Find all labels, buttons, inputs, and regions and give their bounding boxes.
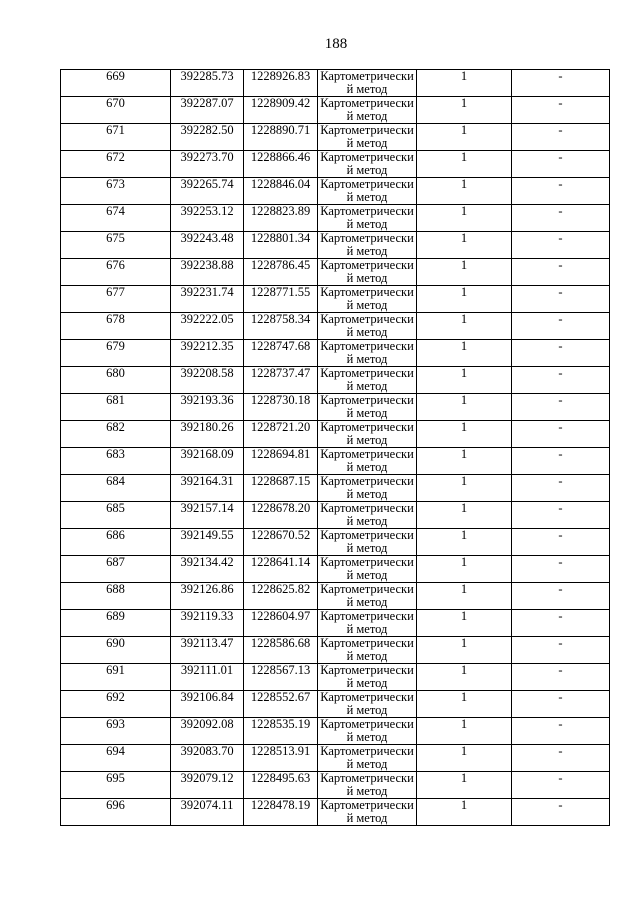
method-cell: Картометрически й метод bbox=[318, 799, 417, 826]
method-cell: Картометрически й метод bbox=[318, 529, 417, 556]
y-coordinate-cell: 1228478.19 bbox=[244, 799, 318, 826]
method-cell: Картометрически й метод bbox=[318, 610, 417, 637]
accuracy-cell: 1 bbox=[417, 124, 512, 151]
accuracy-cell: 1 bbox=[417, 151, 512, 178]
note-cell: - bbox=[512, 124, 610, 151]
accuracy-cell: 1 bbox=[417, 205, 512, 232]
table-row bbox=[61, 772, 610, 799]
y-coordinate-cell: 1228747.68 bbox=[244, 340, 318, 367]
accuracy-cell: 1 bbox=[417, 97, 512, 124]
note-cell: - bbox=[512, 70, 610, 97]
accuracy-cell: 1 bbox=[417, 394, 512, 421]
method-cell: Картометрически й метод bbox=[318, 97, 417, 124]
note-cell: - bbox=[512, 556, 610, 583]
x-coordinate-cell: 392149.55 bbox=[171, 529, 244, 556]
point-number-cell: 670 bbox=[61, 97, 171, 124]
table-row bbox=[61, 178, 610, 205]
table-row bbox=[61, 286, 610, 313]
x-coordinate-cell: 392092.08 bbox=[171, 718, 244, 745]
method-cell: Картометрически й метод bbox=[318, 664, 417, 691]
note-cell: - bbox=[512, 232, 610, 259]
x-coordinate-cell: 392119.33 bbox=[171, 610, 244, 637]
method-cell: Картометрически й метод bbox=[318, 556, 417, 583]
y-coordinate-cell: 1228535.19 bbox=[244, 718, 318, 745]
accuracy-cell: 1 bbox=[417, 259, 512, 286]
x-coordinate-cell: 392212.35 bbox=[171, 340, 244, 367]
y-coordinate-cell: 1228604.97 bbox=[244, 610, 318, 637]
y-coordinate-cell: 1228890.71 bbox=[244, 124, 318, 151]
table-row bbox=[61, 691, 610, 718]
note-cell: - bbox=[512, 97, 610, 124]
method-cell: Картометрически й метод bbox=[318, 70, 417, 97]
note-cell: - bbox=[512, 340, 610, 367]
x-coordinate-cell: 392208.58 bbox=[171, 367, 244, 394]
note-cell: - bbox=[512, 259, 610, 286]
note-cell: - bbox=[512, 421, 610, 448]
y-coordinate-cell: 1228846.04 bbox=[244, 178, 318, 205]
y-coordinate-cell: 1228771.55 bbox=[244, 286, 318, 313]
accuracy-cell: 1 bbox=[417, 340, 512, 367]
x-coordinate-cell: 392253.12 bbox=[171, 205, 244, 232]
y-coordinate-cell: 1228730.18 bbox=[244, 394, 318, 421]
point-number-cell: 692 bbox=[61, 691, 171, 718]
y-coordinate-cell: 1228552.67 bbox=[244, 691, 318, 718]
accuracy-cell: 1 bbox=[417, 232, 512, 259]
point-number-cell: 674 bbox=[61, 205, 171, 232]
point-number-cell: 683 bbox=[61, 448, 171, 475]
x-coordinate-cell: 392222.05 bbox=[171, 313, 244, 340]
accuracy-cell: 1 bbox=[417, 718, 512, 745]
table-row bbox=[61, 70, 610, 97]
table-row bbox=[61, 610, 610, 637]
x-coordinate-cell: 392113.47 bbox=[171, 637, 244, 664]
x-coordinate-cell: 392111.01 bbox=[171, 664, 244, 691]
table-row bbox=[61, 529, 610, 556]
accuracy-cell: 1 bbox=[417, 691, 512, 718]
point-number-cell: 696 bbox=[61, 799, 171, 826]
point-number-cell: 686 bbox=[61, 529, 171, 556]
note-cell: - bbox=[512, 664, 610, 691]
x-coordinate-cell: 392238.88 bbox=[171, 259, 244, 286]
y-coordinate-cell: 1228866.46 bbox=[244, 151, 318, 178]
x-coordinate-cell: 392287.07 bbox=[171, 97, 244, 124]
y-coordinate-cell: 1228758.34 bbox=[244, 313, 318, 340]
method-cell: Картометрически й метод bbox=[318, 367, 417, 394]
table-row bbox=[61, 448, 610, 475]
note-cell: - bbox=[512, 178, 610, 205]
table-row bbox=[61, 556, 610, 583]
x-coordinate-cell: 392180.26 bbox=[171, 421, 244, 448]
table-row bbox=[61, 637, 610, 664]
method-cell: Картометрически й метод bbox=[318, 502, 417, 529]
x-coordinate-cell: 392079.12 bbox=[171, 772, 244, 799]
point-number-cell: 669 bbox=[61, 70, 171, 97]
x-coordinate-cell: 392168.09 bbox=[171, 448, 244, 475]
method-cell: Картометрически й метод bbox=[318, 448, 417, 475]
table-row bbox=[61, 97, 610, 124]
note-cell: - bbox=[512, 205, 610, 232]
method-cell: Картометрически й метод bbox=[318, 232, 417, 259]
point-number-cell: 678 bbox=[61, 313, 171, 340]
table-row bbox=[61, 745, 610, 772]
point-number-cell: 695 bbox=[61, 772, 171, 799]
note-cell: - bbox=[512, 745, 610, 772]
table-row bbox=[61, 421, 610, 448]
table-row bbox=[61, 205, 610, 232]
x-coordinate-cell: 392157.14 bbox=[171, 502, 244, 529]
point-number-cell: 694 bbox=[61, 745, 171, 772]
table-row bbox=[61, 664, 610, 691]
method-cell: Картометрически й метод bbox=[318, 340, 417, 367]
note-cell: - bbox=[512, 529, 610, 556]
x-coordinate-cell: 392164.31 bbox=[171, 475, 244, 502]
y-coordinate-cell: 1228495.63 bbox=[244, 772, 318, 799]
x-coordinate-cell: 392273.70 bbox=[171, 151, 244, 178]
y-coordinate-cell: 1228823.89 bbox=[244, 205, 318, 232]
x-coordinate-cell: 392285.73 bbox=[171, 70, 244, 97]
note-cell: - bbox=[512, 151, 610, 178]
method-cell: Картометрически й метод bbox=[318, 124, 417, 151]
point-number-cell: 684 bbox=[61, 475, 171, 502]
method-cell: Картометрически й метод bbox=[318, 583, 417, 610]
note-cell: - bbox=[512, 799, 610, 826]
note-cell: - bbox=[512, 286, 610, 313]
table-row bbox=[61, 151, 610, 178]
accuracy-cell: 1 bbox=[417, 799, 512, 826]
y-coordinate-cell: 1228687.15 bbox=[244, 475, 318, 502]
accuracy-cell: 1 bbox=[417, 772, 512, 799]
accuracy-cell: 1 bbox=[417, 313, 512, 340]
table-row bbox=[61, 394, 610, 421]
x-coordinate-cell: 392193.36 bbox=[171, 394, 244, 421]
table-row bbox=[61, 799, 610, 826]
point-number-cell: 693 bbox=[61, 718, 171, 745]
accuracy-cell: 1 bbox=[417, 556, 512, 583]
accuracy-cell: 1 bbox=[417, 70, 512, 97]
y-coordinate-cell: 1228625.82 bbox=[244, 583, 318, 610]
point-number-cell: 671 bbox=[61, 124, 171, 151]
x-coordinate-cell: 392134.42 bbox=[171, 556, 244, 583]
method-cell: Картометрически й метод bbox=[318, 205, 417, 232]
method-cell: Картометрически й метод bbox=[318, 178, 417, 205]
y-coordinate-cell: 1228909.42 bbox=[244, 97, 318, 124]
x-coordinate-cell: 392074.11 bbox=[171, 799, 244, 826]
point-number-cell: 689 bbox=[61, 610, 171, 637]
note-cell: - bbox=[512, 610, 610, 637]
table-row bbox=[61, 367, 610, 394]
method-cell: Картометрически й метод bbox=[318, 772, 417, 799]
table-row bbox=[61, 340, 610, 367]
table-row bbox=[61, 718, 610, 745]
point-number-cell: 675 bbox=[61, 232, 171, 259]
y-coordinate-cell: 1228641.14 bbox=[244, 556, 318, 583]
accuracy-cell: 1 bbox=[417, 286, 512, 313]
point-number-cell: 672 bbox=[61, 151, 171, 178]
accuracy-cell: 1 bbox=[417, 637, 512, 664]
point-number-cell: 687 bbox=[61, 556, 171, 583]
method-cell: Картометрически й метод bbox=[318, 313, 417, 340]
point-number-cell: 688 bbox=[61, 583, 171, 610]
accuracy-cell: 1 bbox=[417, 367, 512, 394]
accuracy-cell: 1 bbox=[417, 529, 512, 556]
y-coordinate-cell: 1228670.52 bbox=[244, 529, 318, 556]
method-cell: Картометрически й метод bbox=[318, 394, 417, 421]
table-row bbox=[61, 232, 610, 259]
x-coordinate-cell: 392083.70 bbox=[171, 745, 244, 772]
note-cell: - bbox=[512, 718, 610, 745]
method-cell: Картометрически й метод bbox=[318, 151, 417, 178]
method-cell: Картометрически й метод bbox=[318, 718, 417, 745]
point-number-cell: 680 bbox=[61, 367, 171, 394]
note-cell: - bbox=[512, 691, 610, 718]
table-body bbox=[61, 70, 610, 826]
table-row bbox=[61, 502, 610, 529]
note-cell: - bbox=[512, 367, 610, 394]
x-coordinate-cell: 392126.86 bbox=[171, 583, 244, 610]
y-coordinate-cell: 1228721.20 bbox=[244, 421, 318, 448]
point-number-cell: 681 bbox=[61, 394, 171, 421]
y-coordinate-cell: 1228678.20 bbox=[244, 502, 318, 529]
point-number-cell: 679 bbox=[61, 340, 171, 367]
method-cell: Картометрически й метод bbox=[318, 475, 417, 502]
accuracy-cell: 1 bbox=[417, 502, 512, 529]
accuracy-cell: 1 bbox=[417, 610, 512, 637]
note-cell: - bbox=[512, 583, 610, 610]
point-number-cell: 685 bbox=[61, 502, 171, 529]
point-number-cell: 691 bbox=[61, 664, 171, 691]
y-coordinate-cell: 1228513.91 bbox=[244, 745, 318, 772]
point-number-cell: 682 bbox=[61, 421, 171, 448]
note-cell: - bbox=[512, 448, 610, 475]
y-coordinate-cell: 1228926.83 bbox=[244, 70, 318, 97]
note-cell: - bbox=[512, 772, 610, 799]
method-cell: Картометрически й метод bbox=[318, 691, 417, 718]
x-coordinate-cell: 392243.48 bbox=[171, 232, 244, 259]
y-coordinate-cell: 1228801.34 bbox=[244, 232, 318, 259]
method-cell: Картометрически й метод bbox=[318, 259, 417, 286]
x-coordinate-cell: 392282.50 bbox=[171, 124, 244, 151]
accuracy-cell: 1 bbox=[417, 583, 512, 610]
table-row bbox=[61, 583, 610, 610]
page-number: 188 bbox=[324, 36, 348, 52]
y-coordinate-cell: 1228694.81 bbox=[244, 448, 318, 475]
accuracy-cell: 1 bbox=[417, 745, 512, 772]
x-coordinate-cell: 392265.74 bbox=[171, 178, 244, 205]
y-coordinate-cell: 1228786.45 bbox=[244, 259, 318, 286]
note-cell: - bbox=[512, 394, 610, 421]
method-cell: Картометрически й метод bbox=[318, 286, 417, 313]
coordinates-table bbox=[60, 69, 610, 826]
point-number-cell: 690 bbox=[61, 637, 171, 664]
x-coordinate-cell: 392231.74 bbox=[171, 286, 244, 313]
point-number-cell: 677 bbox=[61, 286, 171, 313]
accuracy-cell: 1 bbox=[417, 475, 512, 502]
table-row bbox=[61, 124, 610, 151]
point-number-cell: 673 bbox=[61, 178, 171, 205]
point-number-cell: 676 bbox=[61, 259, 171, 286]
accuracy-cell: 1 bbox=[417, 178, 512, 205]
method-cell: Картометрически й метод bbox=[318, 745, 417, 772]
note-cell: - bbox=[512, 475, 610, 502]
accuracy-cell: 1 bbox=[417, 448, 512, 475]
accuracy-cell: 1 bbox=[417, 664, 512, 691]
method-cell: Картометрически й метод bbox=[318, 637, 417, 664]
note-cell: - bbox=[512, 313, 610, 340]
table-row bbox=[61, 313, 610, 340]
y-coordinate-cell: 1228586.68 bbox=[244, 637, 318, 664]
y-coordinate-cell: 1228567.13 bbox=[244, 664, 318, 691]
x-coordinate-cell: 392106.84 bbox=[171, 691, 244, 718]
table-row bbox=[61, 259, 610, 286]
accuracy-cell: 1 bbox=[417, 421, 512, 448]
note-cell: - bbox=[512, 637, 610, 664]
method-cell: Картометрически й метод bbox=[318, 421, 417, 448]
table-row bbox=[61, 475, 610, 502]
note-cell: - bbox=[512, 502, 610, 529]
y-coordinate-cell: 1228737.47 bbox=[244, 367, 318, 394]
